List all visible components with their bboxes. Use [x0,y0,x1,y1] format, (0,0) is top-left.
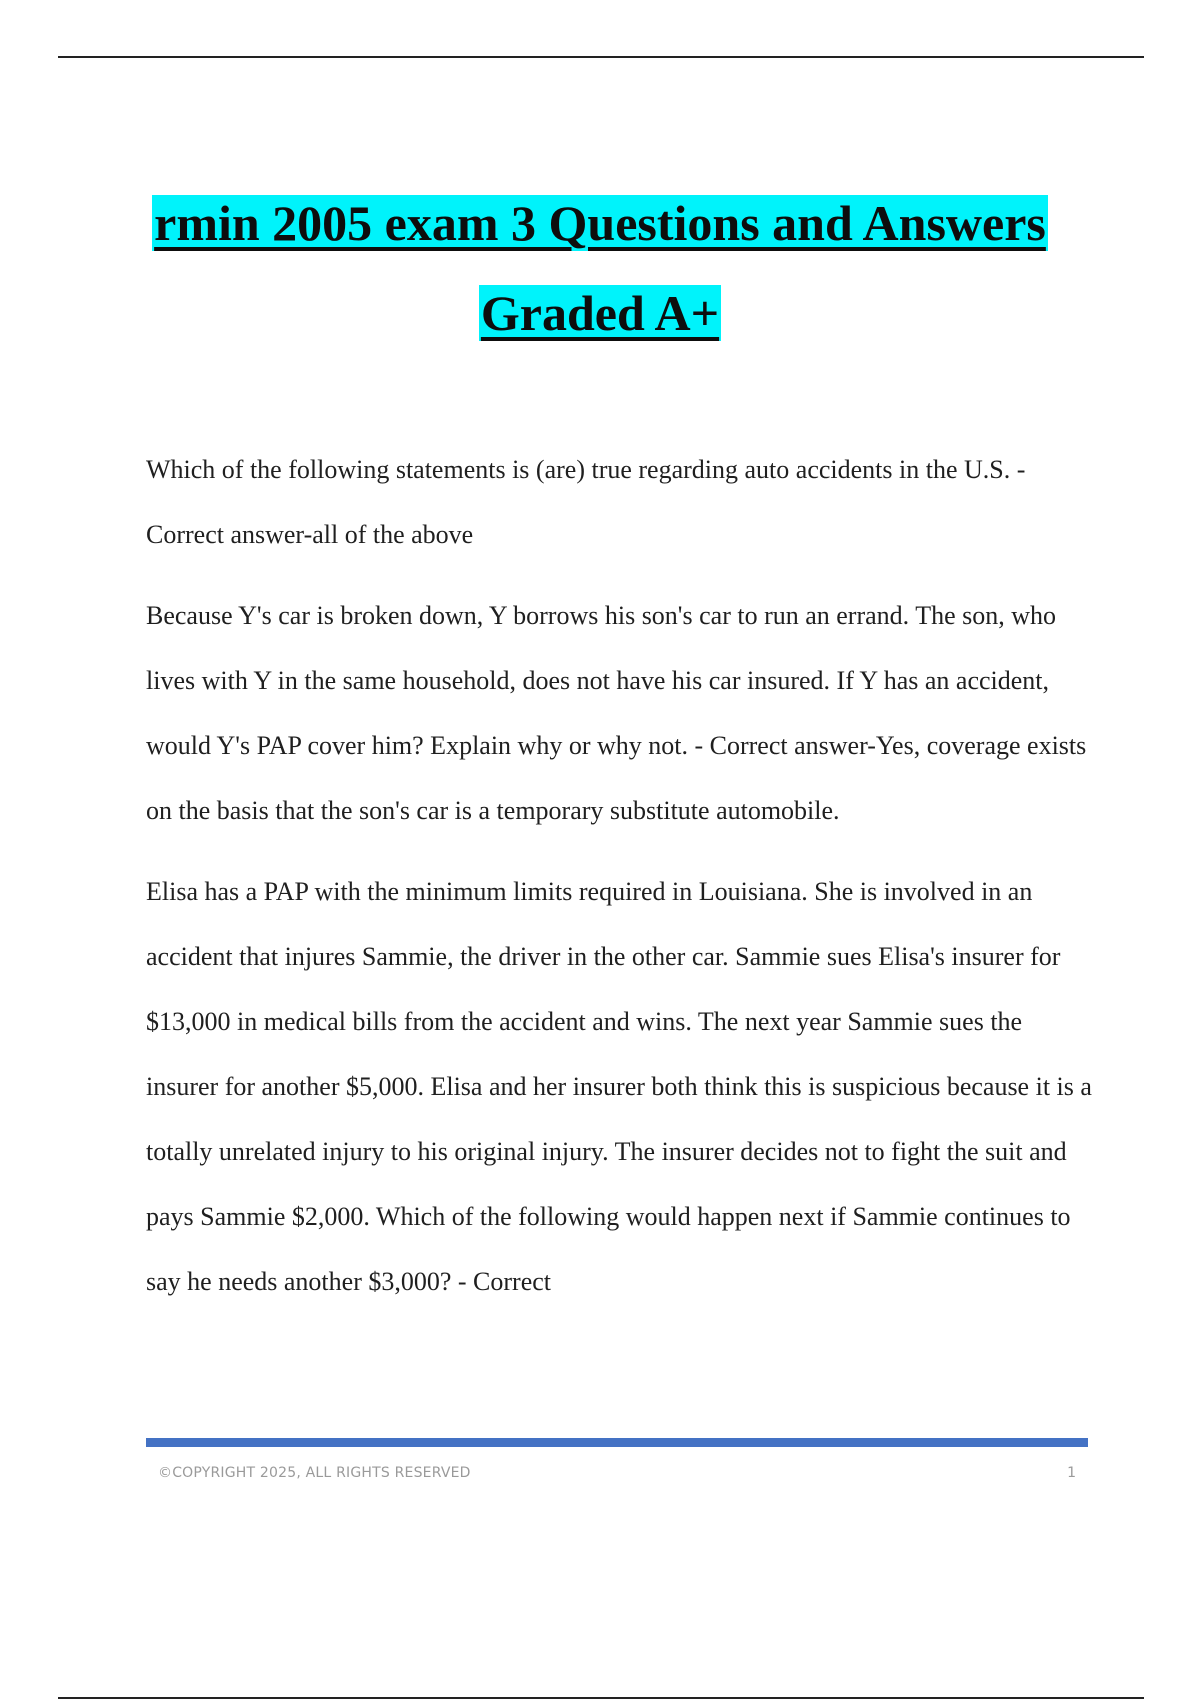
bottom-rule [58,1697,1144,1699]
title-text-1: rmin 2005 exam 3 Questions and Answers [154,195,1046,251]
document-title [0,178,1200,358]
qa-paragraph: Which of the following statements is (are) true regarding auto accidents in the U.S. - Correct answer-all of the above [146,455,1026,549]
qa-paragraph: Elisa has a PAP with the minimum limits required in Louisiana. She is involved in an accident that injures Sammie, the driver in the other car. Sammie sues Elisa's insurer for $13,000 in medical bills from the accident and wins. The next year Sammie sues the insurer for another $5,000. Elisa and her insurer both think this is suspicious because it is a totally unrelated injury to his original injury. The insurer decides not to fight the suit and pays Sammie $2,000. Which of the following would happen next if Sammie continues to say he needs another $3,000? - Correct [146,877,1092,1296]
title-line-1 [0,178,1200,268]
title-line-2 [0,268,1200,358]
footer-divider-bar [146,1438,1088,1447]
qa-paragraph: Because Y's car is broken down, Y borrows his son's car to run an errand. The son, who lives with Y in the same household, does not have his car insured. If Y has an accident, would Y's PAP cover him? Explain why or why not. - Correct answer-Yes, coverage exists on the basis that the son's car is a temporary substitute automobile. [146,601,1087,825]
header-rule [58,56,1144,58]
document-body [146,437,1096,1330]
title-text-2: Graded A+ [480,285,720,341]
page-number: 1 [1067,1465,1076,1481]
footer-copyright: ©COPYRIGHT 2025, ALL RIGHTS RESERVED [158,1465,471,1481]
